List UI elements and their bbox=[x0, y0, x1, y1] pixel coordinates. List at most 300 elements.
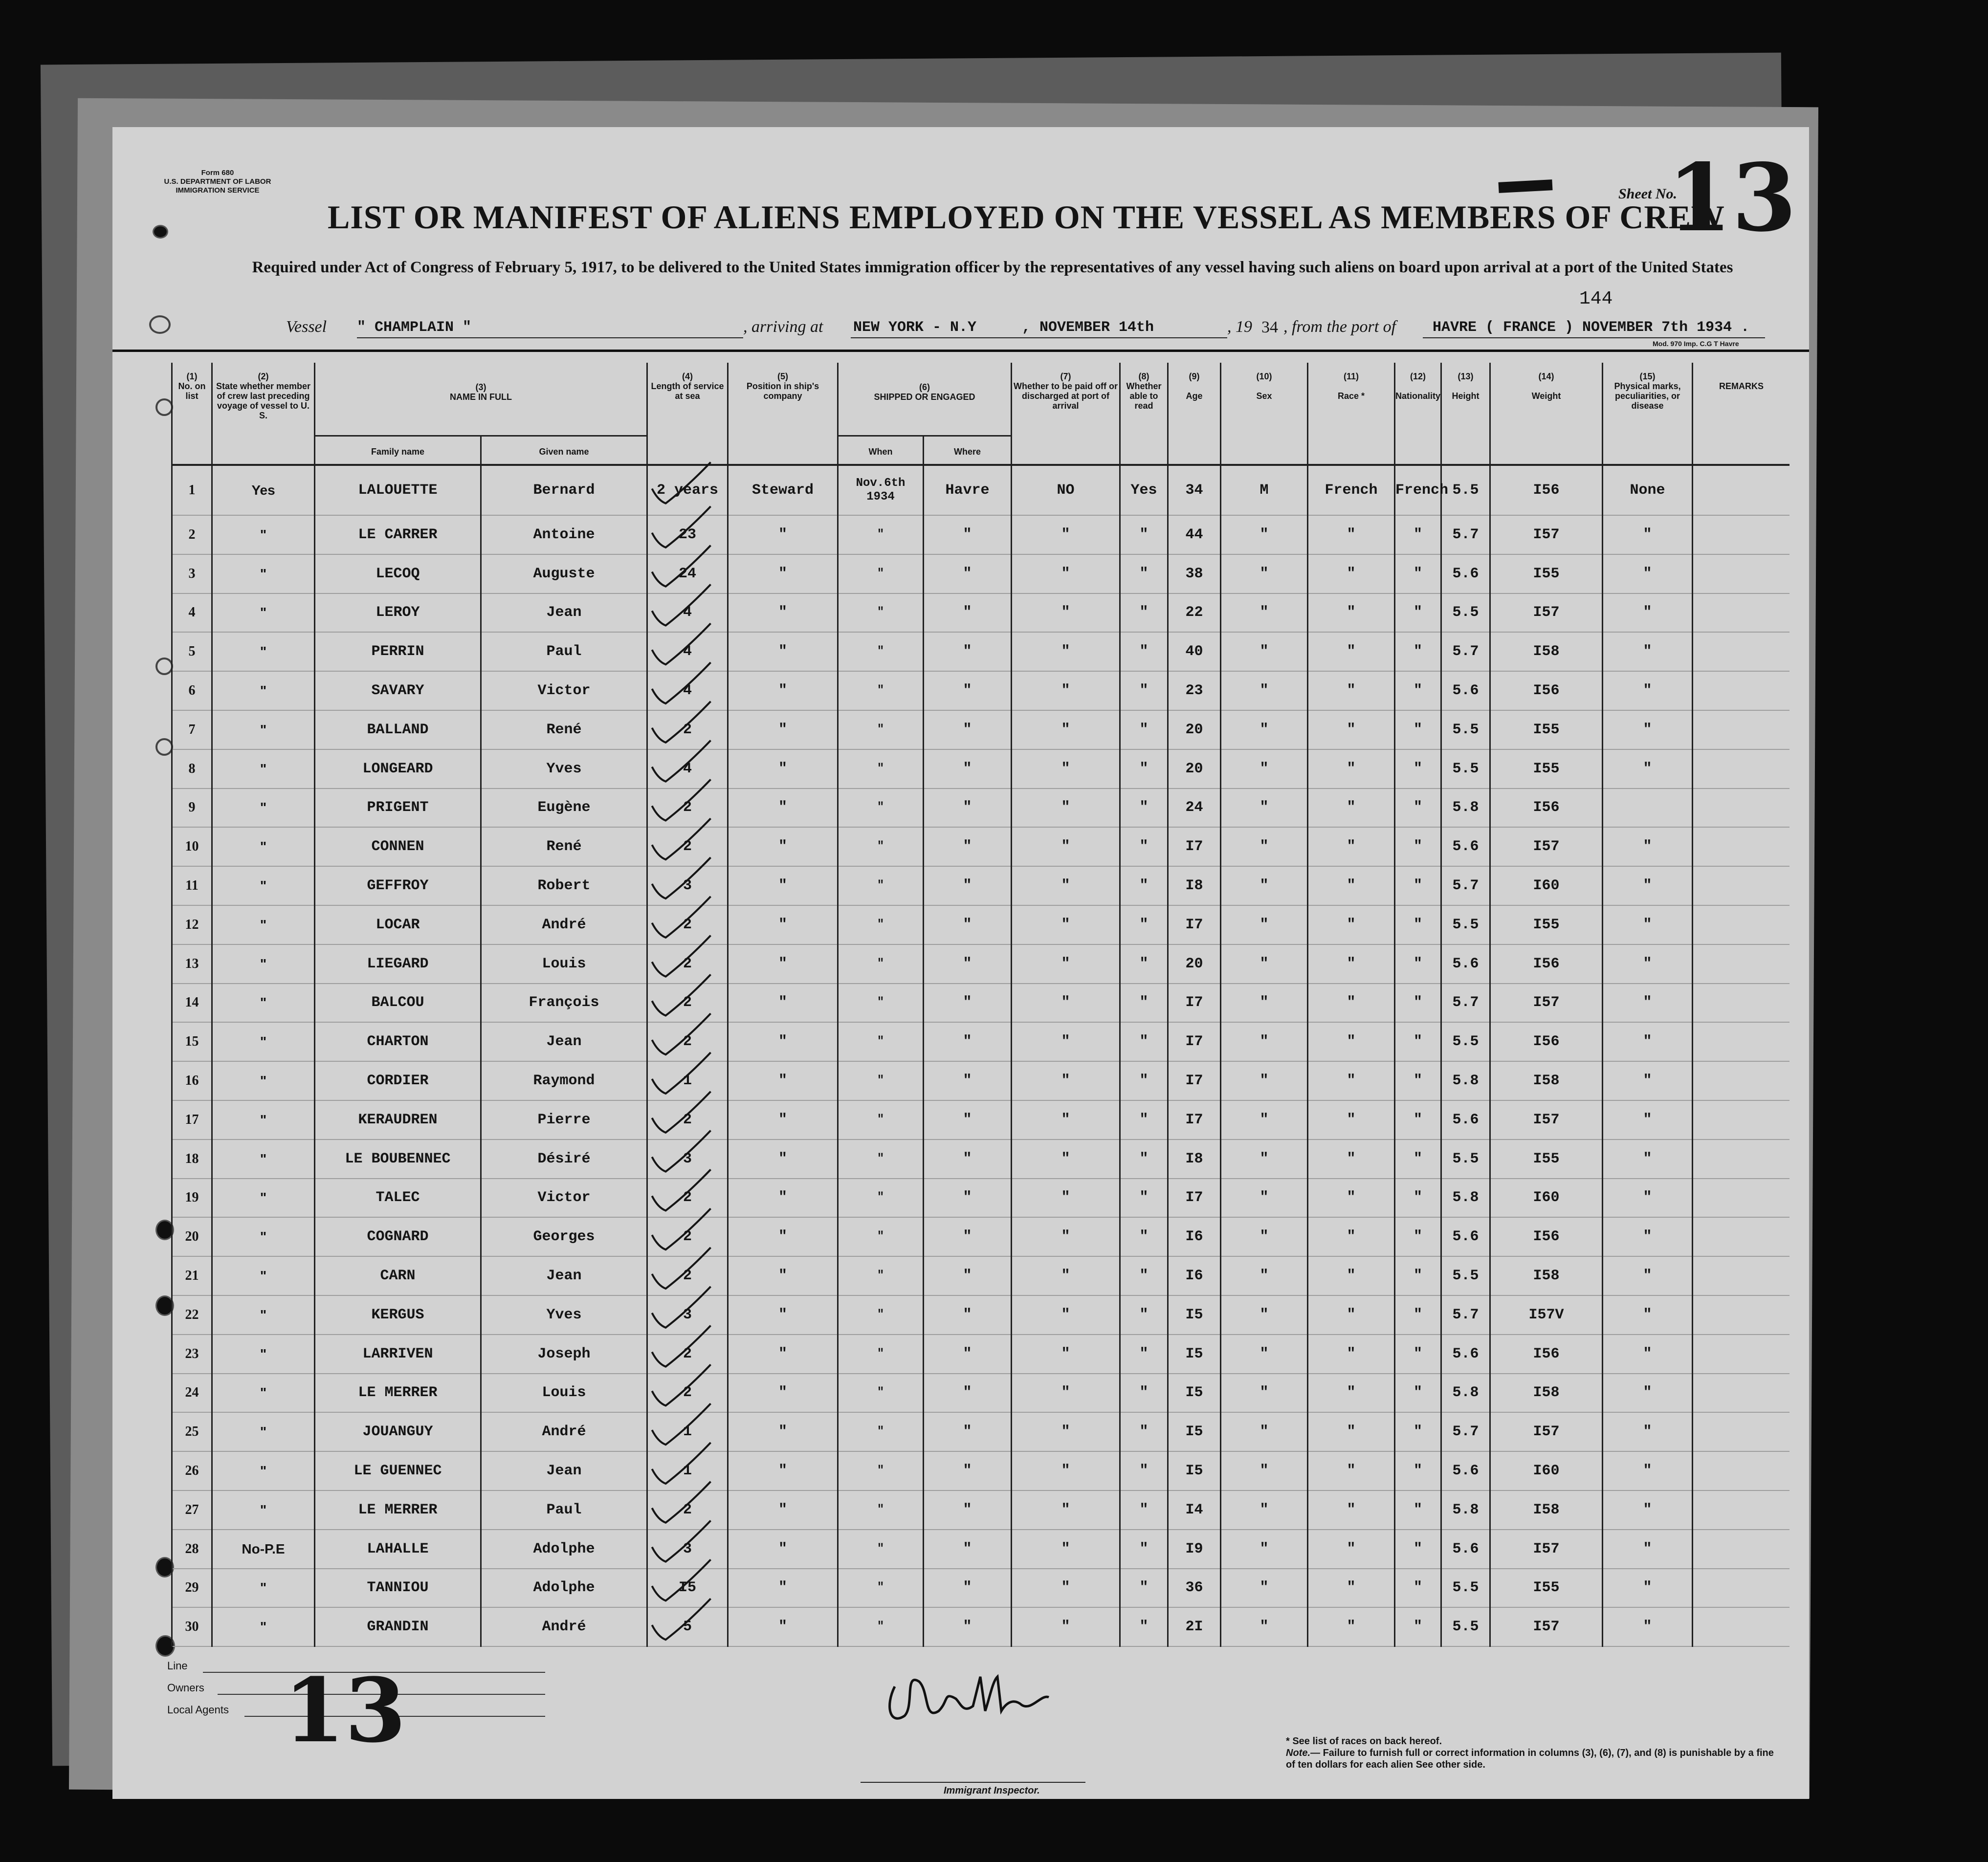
length-of-service-cell: 2 bbox=[647, 1335, 728, 1374]
given-name-cell: Jean bbox=[481, 593, 647, 633]
height-cell: 5.5 bbox=[1441, 749, 1490, 789]
able-to-read-cell: " bbox=[1120, 1490, 1168, 1530]
shipped-where-cell: " bbox=[924, 984, 1012, 1023]
able-to-read-cell: " bbox=[1120, 984, 1168, 1023]
nationality-cell: " bbox=[1395, 1412, 1441, 1451]
position-cell: " bbox=[728, 1451, 838, 1490]
nationality-cell: " bbox=[1395, 1061, 1441, 1100]
given-name-cell: Adolphe bbox=[481, 1569, 647, 1608]
position-cell: " bbox=[728, 749, 838, 789]
shipped-when-cell: " bbox=[838, 1179, 924, 1218]
col-header-age: (9) Age bbox=[1168, 363, 1221, 465]
paid-off-cell: " bbox=[1012, 866, 1120, 905]
remarks-cell bbox=[1693, 710, 1789, 749]
able-to-read-cell: " bbox=[1120, 1179, 1168, 1218]
physical-marks-cell: " bbox=[1603, 1139, 1693, 1179]
height-cell: 5.7 bbox=[1441, 984, 1490, 1023]
given-name-cell: Eugène bbox=[481, 789, 647, 828]
weight-cell: I58 bbox=[1490, 1374, 1603, 1413]
weight-cell: I57 bbox=[1490, 1412, 1603, 1451]
given-name-cell: André bbox=[481, 905, 647, 944]
shipped-when-cell: Nov.6th 1934 bbox=[838, 465, 924, 515]
previous-voyage-cell: " bbox=[212, 515, 315, 554]
nationality-cell: " bbox=[1395, 866, 1441, 905]
previous-voyage-cell: " bbox=[212, 1256, 315, 1295]
table-row bbox=[172, 905, 1790, 944]
shipped-where-cell: " bbox=[924, 1530, 1012, 1569]
race-cell: " bbox=[1308, 905, 1395, 944]
weight-cell: I55 bbox=[1490, 1569, 1603, 1608]
family-name-cell: BALCOU bbox=[315, 984, 481, 1023]
col-header-name-in-full: (3) NAME IN FULL bbox=[315, 363, 647, 436]
age-cell: 38 bbox=[1168, 554, 1221, 593]
race-cell: " bbox=[1308, 671, 1395, 710]
nationality-cell: French bbox=[1395, 465, 1441, 515]
col-header-sex: (10) Sex bbox=[1221, 363, 1308, 465]
able-to-read-cell: " bbox=[1120, 1569, 1168, 1608]
previous-voyage-cell: " bbox=[212, 1022, 315, 1061]
sex-cell: " bbox=[1221, 1335, 1308, 1374]
col-header-when: When bbox=[838, 436, 924, 465]
manifest-page bbox=[112, 127, 1809, 1799]
family-name-cell: TALEC bbox=[315, 1179, 481, 1218]
shipped-where-cell: " bbox=[924, 1139, 1012, 1179]
shipped-where-cell: " bbox=[924, 1256, 1012, 1295]
able-to-read-cell: " bbox=[1120, 710, 1168, 749]
able-to-read-cell: " bbox=[1120, 1530, 1168, 1569]
weight-cell: I60 bbox=[1490, 866, 1603, 905]
table-row bbox=[172, 593, 1790, 633]
shipped-when-cell: " bbox=[838, 1100, 924, 1139]
family-name-cell: COGNARD bbox=[315, 1217, 481, 1256]
race-cell: " bbox=[1308, 632, 1395, 671]
given-name-cell: Jean bbox=[481, 1451, 647, 1490]
given-name-cell: Louis bbox=[481, 944, 647, 984]
position-cell: Steward bbox=[728, 465, 838, 515]
length-of-service-cell: 4 bbox=[647, 632, 728, 671]
nationality-cell: " bbox=[1395, 827, 1441, 866]
paid-off-cell: NO bbox=[1012, 465, 1120, 515]
position-cell: " bbox=[728, 905, 838, 944]
sex-cell: " bbox=[1221, 827, 1308, 866]
height-cell: 5.5 bbox=[1441, 1607, 1490, 1646]
sheet-number: 13 bbox=[1667, 143, 1797, 252]
nationality-cell: " bbox=[1395, 1256, 1441, 1295]
shipped-when-cell: " bbox=[838, 1256, 924, 1295]
physical-marks-cell: " bbox=[1603, 905, 1693, 944]
family-name-cell: BALLAND bbox=[315, 710, 481, 749]
race-cell: " bbox=[1308, 984, 1395, 1023]
length-of-service-cell: 3 bbox=[647, 1295, 728, 1335]
height-cell: 5.5 bbox=[1441, 1022, 1490, 1061]
height-cell: 5.5 bbox=[1441, 1256, 1490, 1295]
form-identifier bbox=[159, 169, 276, 195]
position-cell: " bbox=[728, 1179, 838, 1218]
able-to-read-cell: " bbox=[1120, 1295, 1168, 1335]
table-row bbox=[172, 944, 1790, 984]
paid-off-cell: " bbox=[1012, 984, 1120, 1023]
given-name-cell: Antoine bbox=[481, 515, 647, 554]
table-row bbox=[172, 789, 1790, 828]
table-row bbox=[172, 710, 1790, 749]
previous-voyage-cell: No-P.E bbox=[212, 1530, 315, 1569]
previous-voyage-cell: " bbox=[212, 1569, 315, 1608]
given-name-cell: François bbox=[481, 984, 647, 1023]
nationality-cell: " bbox=[1395, 632, 1441, 671]
given-name-cell: René bbox=[481, 710, 647, 749]
position-cell: " bbox=[728, 1295, 838, 1335]
shipped-where-cell: " bbox=[924, 1100, 1012, 1139]
sex-cell: " bbox=[1221, 749, 1308, 789]
age-cell: I5 bbox=[1168, 1335, 1221, 1374]
col-header-where: Where bbox=[924, 436, 1012, 465]
date-underline bbox=[1029, 337, 1227, 338]
vessel-name: " CHAMPLAIN " bbox=[357, 319, 472, 336]
physical-marks-cell: " bbox=[1603, 1607, 1693, 1646]
height-cell: 5.7 bbox=[1441, 866, 1490, 905]
row-number-cell: 27 bbox=[172, 1490, 212, 1530]
col-header-length-of-service: (4) Length of service at sea bbox=[647, 363, 728, 465]
remarks-cell bbox=[1693, 515, 1789, 554]
physical-marks-cell: " bbox=[1603, 1335, 1693, 1374]
sex-cell: " bbox=[1221, 1490, 1308, 1530]
paid-off-cell: " bbox=[1012, 1179, 1120, 1218]
height-cell: 5.6 bbox=[1441, 1100, 1490, 1139]
remarks-cell bbox=[1693, 1061, 1789, 1100]
age-cell: I9 bbox=[1168, 1530, 1221, 1569]
sex-cell: " bbox=[1221, 1100, 1308, 1139]
weight-cell: I55 bbox=[1490, 1139, 1603, 1179]
given-name-cell: Yves bbox=[481, 1295, 647, 1335]
position-cell: " bbox=[728, 1335, 838, 1374]
physical-marks-cell: " bbox=[1603, 1412, 1693, 1451]
family-name-cell: LEROY bbox=[315, 593, 481, 633]
table-row bbox=[172, 1217, 1790, 1256]
length-of-service-cell: 4 bbox=[647, 593, 728, 633]
row-number-cell: 29 bbox=[172, 1569, 212, 1608]
table-row bbox=[172, 1061, 1790, 1100]
position-cell: " bbox=[728, 1607, 838, 1646]
shipped-when-cell: " bbox=[838, 1139, 924, 1179]
sex-cell: " bbox=[1221, 1061, 1308, 1100]
given-name-cell: Auguste bbox=[481, 554, 647, 593]
race-cell: " bbox=[1308, 1451, 1395, 1490]
shipped-when-cell: " bbox=[838, 905, 924, 944]
inspector-signature-line bbox=[861, 1782, 1085, 1783]
shipped-where-cell: " bbox=[924, 827, 1012, 866]
remarks-cell bbox=[1693, 1295, 1789, 1335]
physical-marks-cell: " bbox=[1603, 984, 1693, 1023]
length-of-service-cell: 1 bbox=[647, 1061, 728, 1100]
row-number-cell: 21 bbox=[172, 1256, 212, 1295]
given-name-cell: Jean bbox=[481, 1256, 647, 1295]
race-cell: " bbox=[1308, 1335, 1395, 1374]
able-to-read-cell: " bbox=[1120, 1022, 1168, 1061]
able-to-read-cell: " bbox=[1120, 1451, 1168, 1490]
physical-marks-cell: None bbox=[1603, 465, 1693, 515]
age-cell: I7 bbox=[1168, 1179, 1221, 1218]
table-row bbox=[172, 1335, 1790, 1374]
weight-cell: I57 bbox=[1490, 827, 1603, 866]
physical-marks-cell: " bbox=[1603, 1569, 1693, 1608]
position-cell: " bbox=[728, 1217, 838, 1256]
race-cell: " bbox=[1308, 1607, 1395, 1646]
table-row bbox=[172, 984, 1790, 1023]
given-name-cell: Raymond bbox=[481, 1061, 647, 1100]
shipped-where-cell: " bbox=[924, 671, 1012, 710]
header-rule bbox=[112, 350, 1809, 352]
previous-voyage-cell: " bbox=[212, 632, 315, 671]
sex-cell: " bbox=[1221, 1607, 1308, 1646]
row-number-cell: 11 bbox=[172, 866, 212, 905]
sex-cell: " bbox=[1221, 554, 1308, 593]
able-to-read-cell: " bbox=[1120, 515, 1168, 554]
nationality-cell: " bbox=[1395, 1569, 1441, 1608]
paid-off-cell: " bbox=[1012, 789, 1120, 828]
position-cell: " bbox=[728, 1022, 838, 1061]
family-name-cell: LE GUENNEC bbox=[315, 1451, 481, 1490]
length-of-service-cell: 3 bbox=[647, 1139, 728, 1179]
previous-voyage-cell: Yes bbox=[212, 465, 315, 515]
sex-cell: " bbox=[1221, 1374, 1308, 1413]
able-to-read-cell: " bbox=[1120, 1217, 1168, 1256]
height-cell: 5.5 bbox=[1441, 593, 1490, 633]
table-row bbox=[172, 1139, 1790, 1179]
race-cell: " bbox=[1308, 1256, 1395, 1295]
paid-off-cell: " bbox=[1012, 1217, 1120, 1256]
race-cell: " bbox=[1308, 1569, 1395, 1608]
remarks-cell bbox=[1693, 1179, 1789, 1218]
race-cell: " bbox=[1308, 944, 1395, 984]
weight-cell: I55 bbox=[1490, 905, 1603, 944]
weight-cell: I56 bbox=[1490, 944, 1603, 984]
age-cell: 44 bbox=[1168, 515, 1221, 554]
shipped-when-cell: " bbox=[838, 1607, 924, 1646]
physical-marks-cell: " bbox=[1603, 827, 1693, 866]
owners-label: Owners bbox=[167, 1682, 204, 1694]
weight-cell: I57 bbox=[1490, 515, 1603, 554]
row-number-cell: 8 bbox=[172, 749, 212, 789]
physical-marks-cell: " bbox=[1603, 1374, 1693, 1413]
family-name-cell: PRIGENT bbox=[315, 789, 481, 828]
length-of-service-cell: 2 bbox=[647, 789, 728, 828]
shipped-where-cell: " bbox=[924, 593, 1012, 633]
age-cell: 23 bbox=[1168, 671, 1221, 710]
col-header-number: (1) No. on list bbox=[172, 363, 212, 465]
height-cell: 5.5 bbox=[1441, 465, 1490, 515]
given-name-cell: Paul bbox=[481, 632, 647, 671]
vessel-label: Vessel bbox=[286, 318, 327, 336]
length-of-service-cell: 2 bbox=[647, 984, 728, 1023]
table-row bbox=[172, 1022, 1790, 1061]
sex-cell: " bbox=[1221, 1530, 1308, 1569]
shipped-when-cell: " bbox=[838, 1569, 924, 1608]
race-cell: " bbox=[1308, 1139, 1395, 1179]
shipped-where-cell: " bbox=[924, 1061, 1012, 1100]
row-number-cell: 12 bbox=[172, 905, 212, 944]
shipped-where-cell: " bbox=[924, 1490, 1012, 1530]
height-cell: 5.6 bbox=[1441, 671, 1490, 710]
sex-cell: " bbox=[1221, 905, 1308, 944]
physical-marks-cell: " bbox=[1603, 632, 1693, 671]
position-cell: " bbox=[728, 827, 838, 866]
family-name-cell: LE CARRER bbox=[315, 515, 481, 554]
weight-cell: I55 bbox=[1490, 749, 1603, 789]
height-cell: 5.6 bbox=[1441, 554, 1490, 593]
weight-cell: I55 bbox=[1490, 710, 1603, 749]
table-row bbox=[172, 632, 1790, 671]
race-cell: " bbox=[1308, 1179, 1395, 1218]
previous-voyage-cell: " bbox=[212, 749, 315, 789]
shipped-where-cell: " bbox=[924, 1335, 1012, 1374]
previous-voyage-cell: " bbox=[212, 1374, 315, 1413]
paid-off-cell: " bbox=[1012, 1061, 1120, 1100]
height-cell: 5.6 bbox=[1441, 827, 1490, 866]
col-header-position: (5) Position in ship's company bbox=[728, 363, 838, 465]
nationality-cell: " bbox=[1395, 1335, 1441, 1374]
physical-marks-cell: " bbox=[1603, 1295, 1693, 1335]
remarks-cell bbox=[1693, 1022, 1789, 1061]
table-row bbox=[172, 1451, 1790, 1490]
given-name-cell: Adolphe bbox=[481, 1530, 647, 1569]
row-number-cell: 13 bbox=[172, 944, 212, 984]
able-to-read-cell: " bbox=[1120, 749, 1168, 789]
shipped-when-cell: " bbox=[838, 554, 924, 593]
row-number-cell: 3 bbox=[172, 554, 212, 593]
race-cell: " bbox=[1308, 1530, 1395, 1569]
sex-cell: " bbox=[1221, 789, 1308, 828]
position-cell: " bbox=[728, 710, 838, 749]
family-name-cell: JOUANGUY bbox=[315, 1412, 481, 1451]
physical-marks-cell: " bbox=[1603, 1022, 1693, 1061]
year-prefix: , 19 bbox=[1227, 318, 1252, 336]
given-name-cell: René bbox=[481, 827, 647, 866]
punch-hole bbox=[149, 315, 171, 334]
shipped-where-cell: " bbox=[924, 1374, 1012, 1413]
row-number-cell: 15 bbox=[172, 1022, 212, 1061]
remarks-cell bbox=[1693, 1490, 1789, 1530]
weight-cell: I57V bbox=[1490, 1295, 1603, 1335]
family-name-cell: KERAUDREN bbox=[315, 1100, 481, 1139]
previous-voyage-cell: " bbox=[212, 1139, 315, 1179]
nationality-cell: " bbox=[1395, 944, 1441, 984]
age-cell: I6 bbox=[1168, 1256, 1221, 1295]
race-cell: " bbox=[1308, 554, 1395, 593]
table-row bbox=[172, 465, 1790, 515]
age-cell: 24 bbox=[1168, 789, 1221, 828]
shipped-where-cell: " bbox=[924, 1295, 1012, 1335]
row-number-cell: 4 bbox=[172, 593, 212, 633]
family-name-cell: SAVARY bbox=[315, 671, 481, 710]
length-of-service-cell: 2 bbox=[647, 1179, 728, 1218]
shipped-where-cell: " bbox=[924, 866, 1012, 905]
age-cell: I7 bbox=[1168, 1022, 1221, 1061]
row-number-cell: 10 bbox=[172, 827, 212, 866]
previous-voyage-cell: " bbox=[212, 1607, 315, 1646]
sex-cell: " bbox=[1221, 984, 1308, 1023]
nationality-cell: " bbox=[1395, 710, 1441, 749]
weight-cell: I57 bbox=[1490, 593, 1603, 633]
nationality-cell: " bbox=[1395, 749, 1441, 789]
position-cell: " bbox=[728, 1139, 838, 1179]
struck-out-number bbox=[1498, 179, 1552, 193]
sex-cell: " bbox=[1221, 944, 1308, 984]
position-cell: " bbox=[728, 1490, 838, 1530]
given-name-cell: Pierre bbox=[481, 1100, 647, 1139]
table-row bbox=[172, 671, 1790, 710]
given-name-cell: Georges bbox=[481, 1217, 647, 1256]
from-port: HAVRE ( FRANCE ) NOVEMBER 7th 1934 . bbox=[1433, 319, 1750, 336]
table-row bbox=[172, 1530, 1790, 1569]
paid-off-cell: " bbox=[1012, 710, 1120, 749]
remarks-cell bbox=[1693, 1607, 1789, 1646]
sex-cell: " bbox=[1221, 671, 1308, 710]
shipped-when-cell: " bbox=[838, 710, 924, 749]
weight-cell: I60 bbox=[1490, 1451, 1603, 1490]
row-number-cell: 23 bbox=[172, 1335, 212, 1374]
physical-marks-cell: " bbox=[1603, 671, 1693, 710]
shipped-where-cell: " bbox=[924, 1179, 1012, 1218]
weight-cell: I56 bbox=[1490, 789, 1603, 828]
given-name-cell: André bbox=[481, 1607, 647, 1646]
race-cell: " bbox=[1308, 1100, 1395, 1139]
age-cell: 20 bbox=[1168, 944, 1221, 984]
sex-cell: " bbox=[1221, 710, 1308, 749]
shipped-when-cell: " bbox=[838, 1374, 924, 1413]
remarks-cell bbox=[1693, 984, 1789, 1023]
previous-voyage-cell: " bbox=[212, 593, 315, 633]
service-name: IMMIGRATION SERVICE bbox=[176, 186, 260, 195]
race-cell: " bbox=[1308, 1061, 1395, 1100]
length-of-service-cell: 2 bbox=[647, 1256, 728, 1295]
age-cell: 40 bbox=[1168, 632, 1221, 671]
age-cell: 20 bbox=[1168, 710, 1221, 749]
table-row bbox=[172, 1179, 1790, 1218]
remarks-cell bbox=[1693, 593, 1789, 633]
race-cell: French bbox=[1308, 465, 1395, 515]
age-cell: I7 bbox=[1168, 905, 1221, 944]
height-cell: 5.7 bbox=[1441, 515, 1490, 554]
previous-voyage-cell: " bbox=[212, 905, 315, 944]
family-name-cell: LE BOUBENNEC bbox=[315, 1139, 481, 1179]
family-name-cell: LALOUETTE bbox=[315, 465, 481, 515]
physical-marks-cell: " bbox=[1603, 866, 1693, 905]
height-cell: 5.6 bbox=[1441, 1530, 1490, 1569]
physical-marks-cell: " bbox=[1603, 554, 1693, 593]
able-to-read-cell: " bbox=[1120, 554, 1168, 593]
sex-cell: " bbox=[1221, 1179, 1308, 1218]
given-name-cell: Victor bbox=[481, 1179, 647, 1218]
sex-cell: " bbox=[1221, 1217, 1308, 1256]
row-number-cell: 18 bbox=[172, 1139, 212, 1179]
shipped-where-cell: " bbox=[924, 905, 1012, 944]
height-cell: 5.8 bbox=[1441, 1061, 1490, 1100]
punch-hole bbox=[155, 738, 173, 756]
able-to-read-cell: " bbox=[1120, 789, 1168, 828]
nationality-cell: " bbox=[1395, 1607, 1441, 1646]
paid-off-cell: " bbox=[1012, 1256, 1120, 1295]
row-number-cell: 14 bbox=[172, 984, 212, 1023]
nationality-cell: " bbox=[1395, 1490, 1441, 1530]
paid-off-cell: " bbox=[1012, 749, 1120, 789]
paid-off-cell: " bbox=[1012, 944, 1120, 984]
punch-hole bbox=[155, 398, 173, 416]
given-name-cell: Robert bbox=[481, 866, 647, 905]
paid-off-cell: " bbox=[1012, 1022, 1120, 1061]
remarks-cell bbox=[1693, 749, 1789, 789]
sex-cell: " bbox=[1221, 1451, 1308, 1490]
age-cell: I8 bbox=[1168, 866, 1221, 905]
